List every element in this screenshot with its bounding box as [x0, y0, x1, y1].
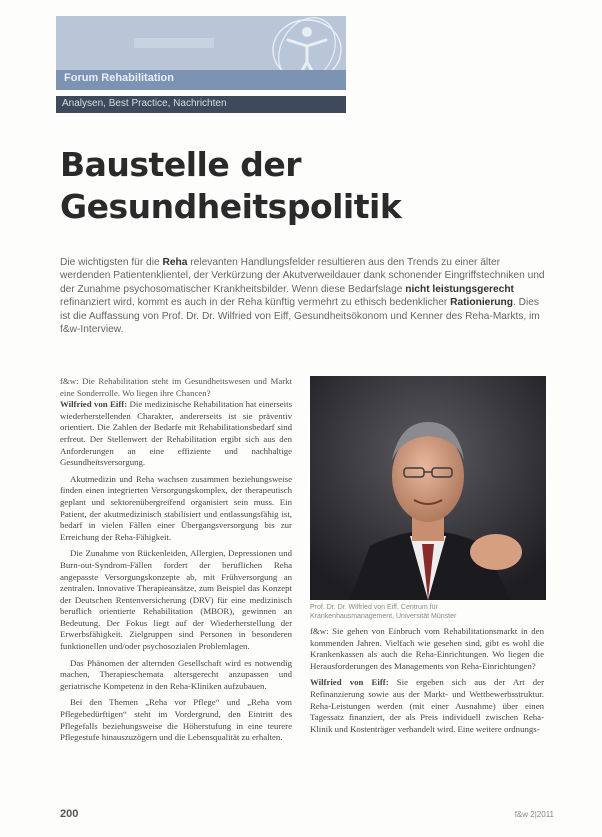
page-number: 200 [60, 808, 79, 820]
article-title: Baustelle der Gesundheitspolitik [60, 145, 402, 226]
section-subtitle: Analysen, Best Practice, Nachrichten [62, 98, 227, 109]
paragraph: Die Zunahme von Rückenleiden, Allergien, Depressionen und Burn-out-Syndrom-Fällen fordert der beruflichen Reha angepasste Versorgungskonzepte ab, mit Frühversorgung an zentralen. Innovative Therapieansätze, zum Beispiel das Konzept der Deutschen Rentenversicherung (DRV) für eine medizinisch beruflich orientierte Rehabilitation (MBOR), gewinnen an Bedeutung. Der Fokus liegt auf der Wiederherstellung der Erwerbsfähigkeit. Zielgruppen sind Personen in besonderen funktionellen und/oder psychosozialen Problemlagen. [60, 548, 292, 652]
interview-question: f&w: Sie gehen von Einbruch vom Rehabilitationsmarkt in den kommenden Jahren. Vielfach wie gesehen sind, gibt es wohl die Krankenkassen als auch die Reha-Einrichtungen. Wo liegen die Herausforderungen des Managements von Reha-Einrichtungen? [310, 626, 544, 671]
article-column-right [310, 626, 544, 740]
section-title: Forum Rehabilitation [64, 72, 174, 84]
interview-answer: Wilfried von Eiff: Sie ergeben sich aus der Art der Refinanzierung sowie aus der Markt- und Wettbewerbsstruktur. Reha-Leistungen werden (mit einer Ausnahme) über einen Tagessatz finanziert, der als Preis individuell zwischen Reha-Klinik und Kostenträger verhandelt wird. Eine weitere ordnungs- [310, 677, 544, 734]
interview-answer: Wilfried von Eiff: Die medizinische Rehabilitation hat einerseits wiederherstellenden Charakter, andererseits ist sie präventiv orientiert. Die Zahlen der Bedarfe mit Rehabilitationsbedarf sind erfreut. Der Stellenwert der Rehabilitation ergibt sich aus den Anforderungen an eine effiziente und nachhaltige Gesundheitsversorgung. [60, 399, 292, 468]
paragraph: Akutmedizin und Reha wachsen zusammen beziehungsweise finden einen integrierten Versorgungskomplex, der therapeutisch geplant und sektorenübergreifend organisiert sein muss. Ein Patient, der akutmedizinisch stabilisiert und entlassungsfähig ist, bedarf in vielen Fällen einer Übergangsversorgung bis zur Erreichung der Reha-Fähigkeit. [60, 473, 292, 542]
paragraph: Das Phänomen der alternden Gesellschaft wird es notwendig machen, Therapieschemata altersgerecht anzupassen und geriatrische Kompetenz in den Reha-Kliniken aufzubauen. [60, 657, 292, 691]
article-column-left [60, 376, 292, 749]
photo-caption: Prof. Dr. Dr. Wilfried von Eiff, Centrum für Krankenhausmanagement, Universität Münster [310, 604, 457, 620]
portrait-image [310, 376, 546, 600]
issue-label: f&w 2|2011 [514, 810, 554, 819]
article-lead: Die wichtigsten für die Reha relevanten Handlungsfelder resultieren aus den Trends zu einer älter werdenden Patientenklientel, der Verkürzung der Akutverweildauer dank schonender Eingriffstechniken und der Zunahme psychosomatischer Krankheitsbilder. Wenn diese Bedarfslage nicht leistungsgerecht refinanziert wird, kommt es auch in der Reha künftig vermehrt zu ethisch bedenklicher Rationierung. Dies ist die Auffassung von Prof. Dr. Dr. Wilfried von Eiff, Gesundheitsökonom und Kenner des Reha-Markts, im f&w-Interview. [60, 257, 545, 336]
interview-question: f&w: Die Rehabilitation steht im Gesundheitswesen und Markt eine Sonderrolle. Wo liegen ihre Chancen? [60, 376, 292, 398]
paragraph: Bei den Themen „Reha vor Pflege“ und „Reha vom Pflegebedürftigen“ steht im Vordergrund, den Eintritt des Pflegefalls beziehungsweise die Höherstufung in eine teurere Pflegestufe hinauszuzögern und die Lebensqualität zu erhalten. [60, 697, 292, 743]
header-decoration [134, 38, 214, 48]
portrait-photo [310, 376, 546, 600]
